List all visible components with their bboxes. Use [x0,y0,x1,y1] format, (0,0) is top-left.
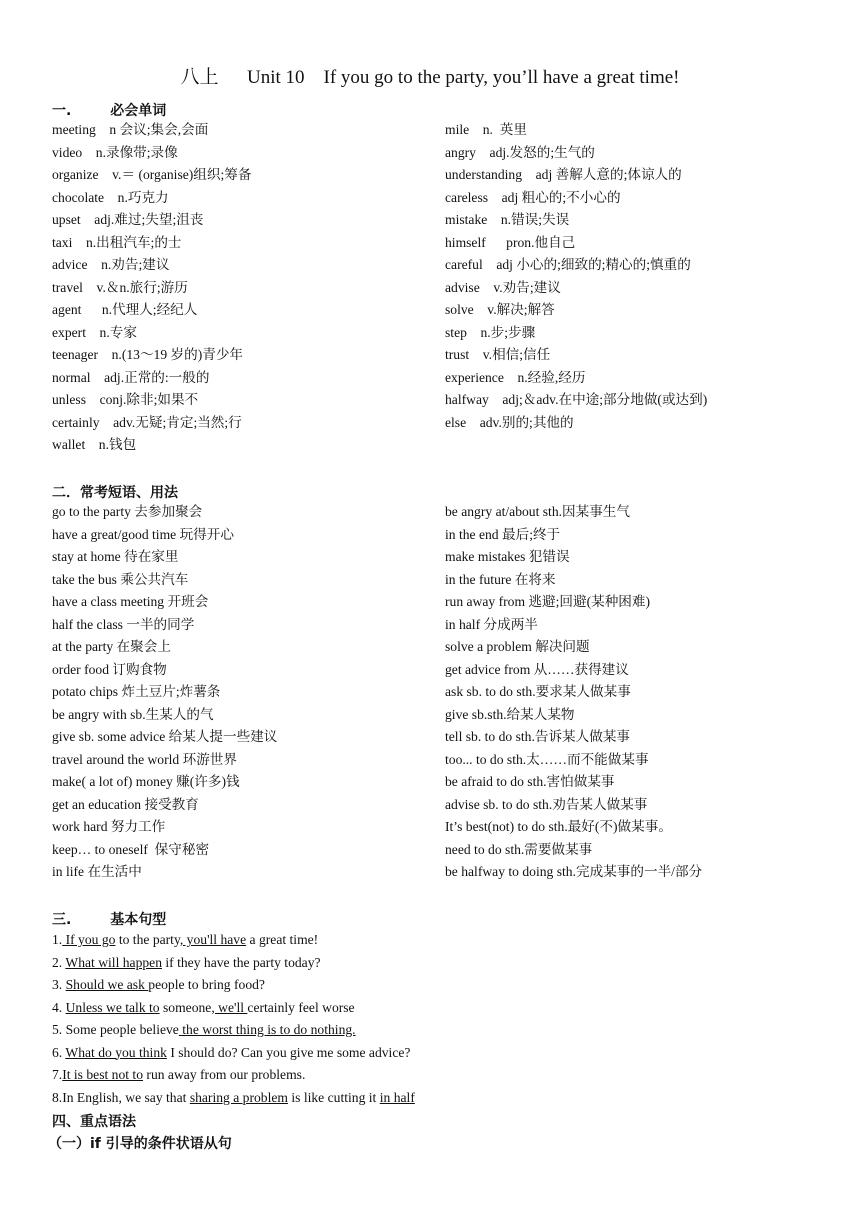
list-item: give sb.sth.给某人某物 [445,706,575,722]
sentence-text: 8.In English, we say that [52,1089,190,1105]
sentence-text: is like cutting it [287,1089,380,1105]
list-item: in half 分成两半 [445,616,538,632]
list-item: unless conj.除非;如果不 [52,392,199,407]
sentence-item [52,929,415,952]
list-item: solve v.解决;解答 [445,302,555,317]
underlined-phrase: Unless we talk to [65,999,160,1015]
sentence-text: if they have the party today? [162,954,321,970]
section-heading-vocabulary: 一. 必会单词 [52,103,167,119]
sentence-item [52,1087,415,1110]
sentence-text: 4. [52,999,66,1015]
list-item: wallet n.钱包 [52,437,137,452]
list-item: give sb. some advice 给某人提一些建议 [52,729,278,744]
list-item: at the party 在聚会上 [52,639,171,654]
underlined-phrase: If you go [62,932,116,947]
list-item: be angry with sb.生某人的气 [52,706,214,722]
sentence-text: 3. [52,977,66,992]
sentence-text: to the party [115,932,180,947]
sentence-text: certainly feel worse [247,999,355,1015]
list-item: be halfway to doing sth.完成某事的一半/部分 [445,864,703,879]
list-item: advice n.劝告;建议 [52,257,170,272]
sentence-item [52,974,415,997]
list-item: mistake n.错误;失误 [445,212,570,227]
list-item: video n.录像带;录像 [52,144,178,160]
list-item: half the class 一半的同学 [52,616,195,632]
list-item: taxi n.出租汽车;的士 [52,234,182,250]
list-item: be afraid to do sth.害怕做某事 [445,774,615,789]
list-item: too... to do sth.太……而不能做某事 [445,751,649,767]
underlined-phrase: the worst thing is to do nothing. [178,1022,356,1037]
list-item: get advice from 从……获得建议 [445,661,629,677]
sentence-item [52,1064,415,1087]
list-item: ask sb. to do sth.要求某人做某事 [445,684,631,699]
sentence-item [52,1019,415,1042]
list-item: solve a problem 解决问题 [445,639,590,654]
list-item: chocolate n.巧克力 [52,189,169,205]
sentence-text: 2. [52,954,66,970]
sentence-list [52,929,415,1109]
list-item: himself pron.他自己 [445,234,576,250]
list-item: travel v.＆n.旅行;游历 [52,279,188,295]
sentence-text: people to bring food? [148,977,265,992]
underlined-phrase: , we'll [211,999,248,1015]
section-heading-grammar: 四、重点语法 [52,1114,136,1130]
list-item: travel around the world 环游世界 [52,751,237,767]
list-item: in life 在生活中 [52,864,142,879]
underlined-phrase: , you'll have [179,932,247,947]
section-heading-phrases: 二．常考短语、用法 [52,485,178,501]
list-item: keep… to oneself 保守秘密 [52,841,210,857]
list-item: trust v.相信;信任 [445,347,551,362]
sentence-text: 5. Some people believe [52,1022,179,1037]
list-item: careless adj 粗心的;不小心的 [445,189,621,205]
list-item: expert n.专家 [52,324,137,340]
sentence-text: 6. [52,1044,66,1060]
list-item: potato chips 炸土豆片;炸薯条 [52,684,221,699]
sentence-text: someone [159,999,212,1015]
list-item: order food 订购食物 [52,661,167,677]
sentence-text: a great time! [246,932,319,947]
list-item: upset adj.难过;失望;沮丧 [52,212,204,227]
list-item: need to do sth.需要做某事 [445,841,593,857]
underlined-phrase: What do you think [65,1044,167,1060]
sentence-item [52,1042,415,1065]
list-item: advise v.劝告;建议 [445,279,561,295]
vocab-list-right [445,119,707,434]
phrase-list-right [445,501,702,884]
list-item: careful adj 小心的;细致的;精心的;慎重的 [445,257,691,272]
list-item: certainly adv.无疑;肯定;当然;行 [52,414,242,430]
list-item: angry adj.发怒的;生气的 [445,144,595,160]
list-item: understanding adj 善解人意的;体谅人的 [445,167,682,182]
list-item: in the future 在将来 [445,571,556,587]
list-item: go to the party 去参加聚会 [52,504,203,519]
list-item: run away from 逃避;回避(某种困难) [445,594,651,609]
underlined-phrase: It is best not to [62,1067,144,1082]
grammar-subheading: （一）if 引导的条件状语从句 [48,1136,232,1152]
vocab-list-left [52,119,251,457]
list-item: tell sb. to do sth.告诉某人做某事 [445,729,631,744]
list-item: teenager n.(13～19 岁的)青少年 [52,347,244,362]
section-heading-sentences: 三. 基本句型 [52,912,167,928]
underlined-phrase: What will happen [65,954,162,970]
list-item: make mistakes 犯错误 [445,549,570,564]
list-item: make( a lot of) money 赚(许多)钱 [52,774,240,789]
sentence-text: 7. [52,1067,63,1082]
list-item: meeting n 会议;集会,会面 [52,122,209,137]
list-item: step n.步;步骤 [445,324,536,340]
underlined-phrase: in half [379,1089,415,1105]
list-item: agent n.代理人;经纪人 [52,302,198,317]
sentence-item [52,997,415,1020]
list-item: have a great/good time 玩得开心 [52,526,234,542]
list-item: take the bus 乘公共汽车 [52,571,189,587]
page-title: 八上 Unit 10 If you go to the party, you’ll have a great time! [180,67,680,88]
list-item: else adv.别的;其他的 [445,414,574,430]
underlined-phrase: sharing a problem [189,1089,288,1105]
list-item: get an education 接受教育 [52,796,199,812]
sentence-text: run away from our problems. [143,1067,306,1082]
list-item: be angry at/about sth.因某事生气 [445,504,630,519]
list-item: experience n.经验,经历 [445,369,586,385]
sentence-text: I should do? Can you give me some advice? [166,1044,411,1060]
sentence-item [52,952,415,975]
underlined-phrase: Should we ask [65,977,149,992]
list-item: mile n. 英里 [445,122,527,137]
list-item: advise sb. to do sth.劝告某人做某事 [445,796,648,812]
list-item: organize v.＝ (organise)组织;筹备 [52,167,252,182]
list-item: in the end 最后;终于 [445,526,561,542]
sentence-text: 1. [52,932,63,947]
list-item: normal adj.正常的:一般的 [52,369,210,385]
list-item: have a class meeting 开班会 [52,594,209,609]
phrase-list-left [52,501,277,884]
list-item: stay at home 待在家里 [52,549,179,564]
list-item: halfway adj;＆adv.在中途;部分地做(或达到) [445,392,708,407]
list-item: It’s best(not) to do sth.最好(不)做某事。 [445,819,672,834]
list-item: work hard 努力工作 [52,819,166,834]
